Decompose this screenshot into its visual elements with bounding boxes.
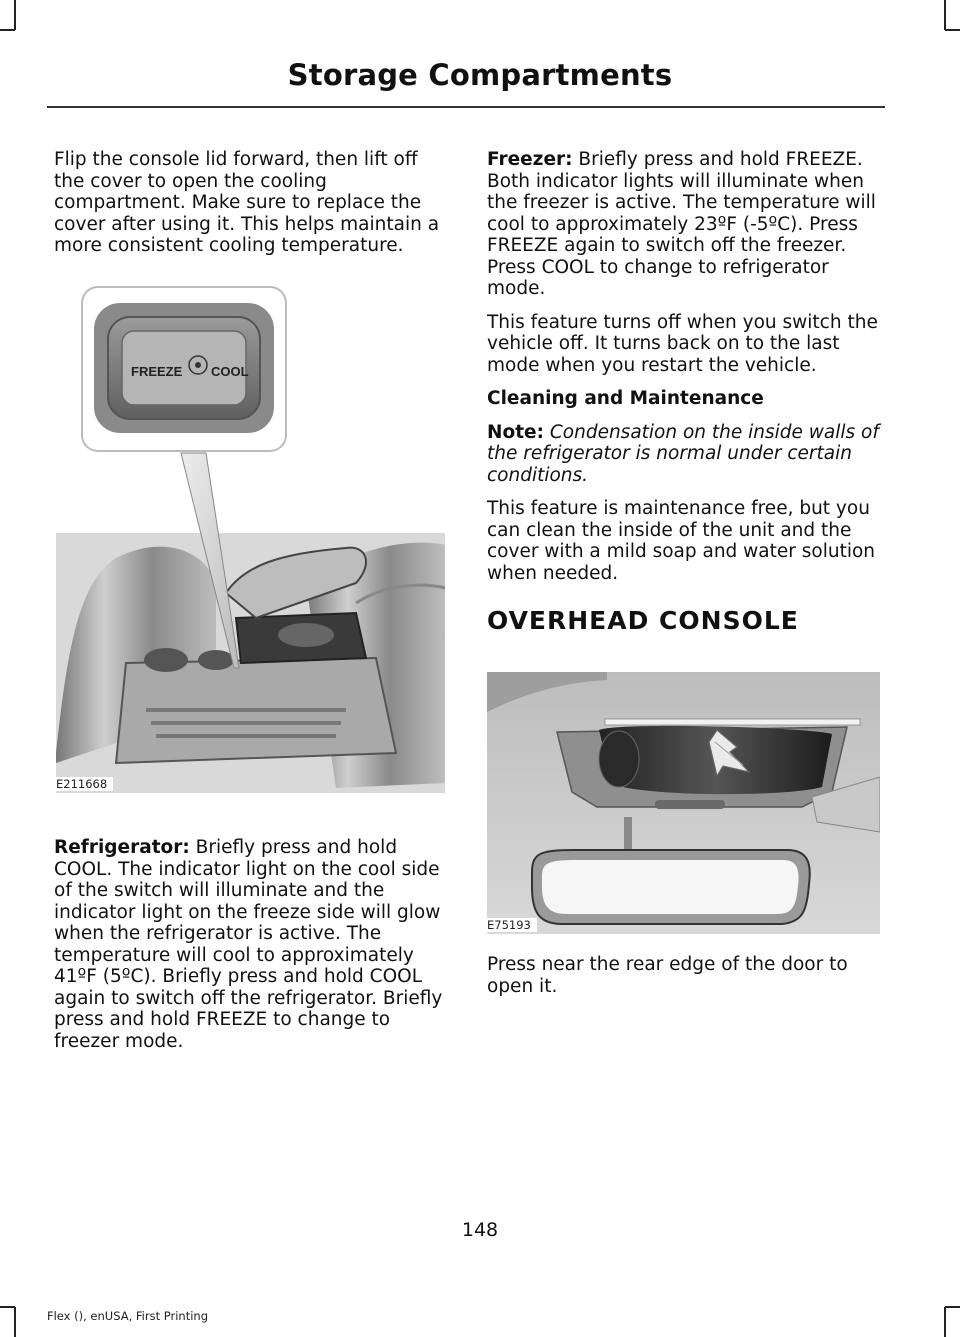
press-paragraph: Press near the rear edge of the door to open it. <box>487 954 848 997</box>
turnoff-paragraph: This feature turns off when you switch the vehicle off. It turns back on to the last mode when you restart the vehicle. <box>487 311 878 376</box>
page-title: Storage Compartments <box>287 58 673 92</box>
freeze-switch-label: FREEZE <box>131 364 183 379</box>
cool-switch-label: COOL <box>211 364 249 379</box>
freezer-label: Freezer: <box>487 149 573 170</box>
refrigerator-label: Refrigerator: <box>54 837 190 858</box>
crop-mark <box>945 29 960 31</box>
crop-mark <box>944 1307 946 1337</box>
page-number: 148 <box>461 1219 499 1241</box>
freezer-paragraph <box>487 149 882 300</box>
note-text: Condensation on the inside walls of the refrigerator is normal under certain conditions. <box>487 421 879 486</box>
figure-code: E211668 <box>56 777 113 791</box>
cleaning-heading: Cleaning and Maintenance <box>487 388 764 409</box>
right-column-bottom <box>487 954 882 1009</box>
crop-mark <box>944 0 946 30</box>
console-illustration-svg <box>56 283 445 793</box>
figure-code: E75193 <box>487 918 537 932</box>
right-column <box>487 149 882 635</box>
header-divider <box>47 106 885 108</box>
footer-text: Flex (), enUSA, First Printing <box>47 1309 208 1323</box>
left-column-bottom <box>54 837 449 1064</box>
note-paragraph <box>487 422 882 487</box>
maintenance-paragraph: This feature is maintenance free, but you can clean the inside of the unit and the cover with a mild soap and water solution when needed. <box>487 498 876 584</box>
crop-mark <box>945 1306 960 1308</box>
refrigerator-paragraph <box>54 837 449 1052</box>
left-column-top <box>54 149 449 269</box>
overhead-console-illustration <box>487 672 880 934</box>
refrigerator-text: Briefly press and hold COOL. The indicator light on the cool side of the switch will illuminate and the indicator light on the freeze side will glow when the refrigerator is active. The temperature will cool to approximately 41ºF (5ºC). Briefly press and hold COOL again to switch off the refrigerator. Briefly press and hold FREEZE to change to freezer mode. <box>54 837 443 1052</box>
crop-mark <box>0 29 15 31</box>
note-label: Note: <box>487 421 544 443</box>
overhead-illustration-svg <box>487 672 880 934</box>
crop-mark <box>0 1306 15 1308</box>
cooling-compartment-illustration <box>56 283 445 793</box>
crop-mark <box>14 0 16 30</box>
intro-paragraph: Flip the console lid forward, then lift off the cover to open the cooling compartment. Make sure to replace the cover after using it. This helps maintain a more consistent cooling temperature. <box>54 149 440 256</box>
freezer-text: Briefly press and hold FREEZE. Both indicator lights will illuminate when the freezer is active. The temperature will cool to approximately 23ºF (-5ºC). Press FREEZE again to switch off the freezer. Press COOL to change to refrigerator mode. <box>487 149 876 299</box>
overhead-console-heading: OVERHEAD CONSOLE <box>487 606 799 635</box>
crop-mark <box>14 1307 16 1337</box>
